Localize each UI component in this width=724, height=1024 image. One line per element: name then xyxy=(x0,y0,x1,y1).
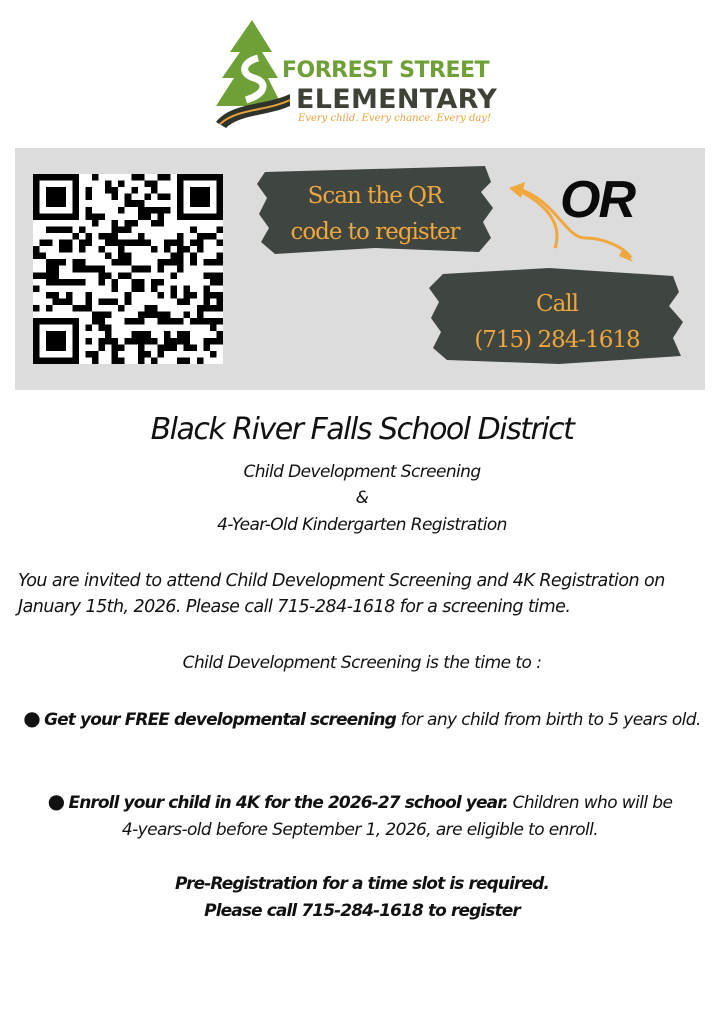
call-callout xyxy=(429,264,685,368)
district-title: Black River Falls School District xyxy=(150,412,574,447)
double-arrow-icon xyxy=(495,178,635,268)
call-label: Call xyxy=(535,291,579,317)
scan-qr-line2: code to register xyxy=(290,219,460,245)
registration-banner xyxy=(15,148,705,390)
closing-line-2: Please call 715-284-1618 to register xyxy=(204,901,520,921)
school-logo xyxy=(212,18,512,130)
heading-screening: Child Development Screening xyxy=(243,462,481,482)
bullet-item-enroll xyxy=(40,788,680,844)
heading-ampersand: & xyxy=(355,488,369,508)
intro-paragraph: You are invited to attend Child Development Screening and 4K Registration on January 15th, 2026. Please call 715-284-1618 for a screening time. xyxy=(18,571,665,617)
closing-line-1: Pre-Registration for a time slot is required. xyxy=(175,874,549,894)
lead-sentence: Child Development Screening is the time to : xyxy=(182,653,542,673)
logo-tagline: Every child. Every chance. Every day! xyxy=(298,113,491,124)
bullet-dot-icon: ● xyxy=(23,706,41,730)
or-label: OR xyxy=(560,171,634,229)
call-phone-number[interactable]: (715) 284-1618 xyxy=(474,327,640,353)
bullet-dot-icon: ● xyxy=(47,789,65,813)
bullet-bold-text: Get your FREE developmental screening xyxy=(44,710,396,730)
bullet-bold-text: Enroll your child in 4K for the 2026-27 school year. xyxy=(68,793,508,813)
scan-qr-line1: Scan the QR xyxy=(307,183,443,209)
pine-tree-road-logo-icon xyxy=(212,18,292,130)
bullet-item-screening xyxy=(20,705,704,734)
heading-kindergarten: 4-Year-Old Kindergarten Registration xyxy=(217,515,507,535)
logo-line-forrest-street: FORREST STREET xyxy=(282,58,490,83)
scan-qr-callout xyxy=(255,162,495,258)
bullet-text: for any child from birth to 5 years old. xyxy=(395,710,701,730)
bullet-text: Children who will be 4-years-old before September 1, 2026, are eligible to enroll. xyxy=(121,793,673,840)
qr-code-icon[interactable] xyxy=(33,174,223,364)
logo-line-elementary: ELEMENTARY xyxy=(296,84,498,115)
